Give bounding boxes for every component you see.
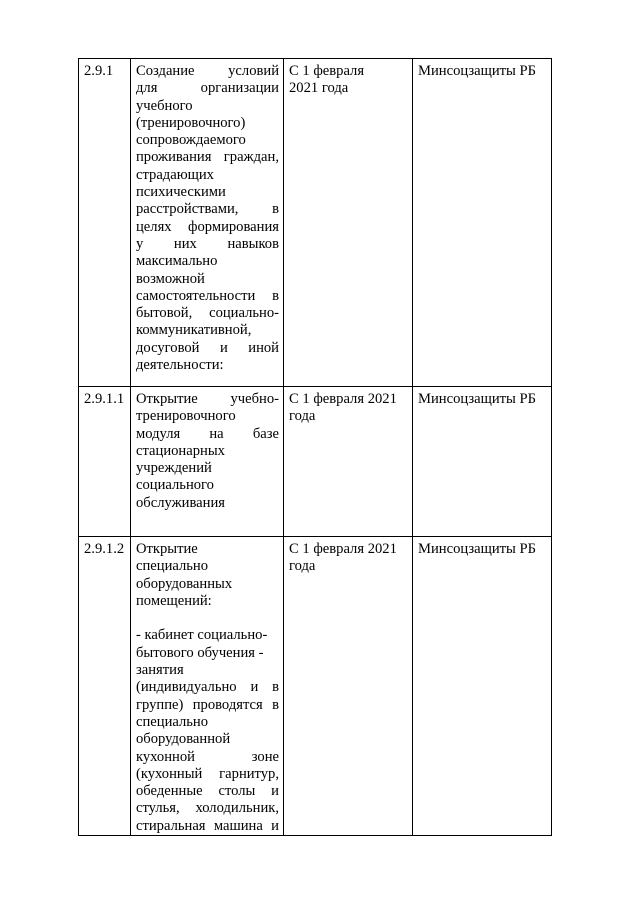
activity-cell <box>131 537 284 836</box>
activity-line: обслуживания <box>136 494 225 511</box>
date-line: 2021 года <box>289 80 349 97</box>
date-line: года <box>289 408 316 425</box>
activity-line: у них навыков <box>136 235 279 252</box>
activity-line: - кабинет социально- <box>136 627 268 644</box>
activity-line: самостоятельности в <box>136 287 279 304</box>
activity-line: Открытие <box>136 541 198 557</box>
activity-line: оборудованной <box>136 731 231 748</box>
activity-cell <box>131 387 284 537</box>
date-line: С 1 февраля 2021 <box>289 391 397 407</box>
activity-line: психическими <box>136 184 226 201</box>
blank-line <box>136 610 279 627</box>
activity-line: группе) проводятся в <box>136 696 279 713</box>
executor-cell <box>413 387 552 537</box>
date-line: С 1 февраля <box>289 63 365 79</box>
activity-line: для организации <box>136 80 279 97</box>
plan-table <box>78 58 552 836</box>
activity-line: деятельности: <box>136 357 224 374</box>
activity-line: учебного <box>136 97 193 114</box>
activity-line: социального <box>136 477 214 494</box>
activity-line: страдающих <box>136 166 214 183</box>
table-row <box>79 387 552 537</box>
activity-line: помещений: <box>136 592 212 609</box>
activity-line: возможной <box>136 270 205 287</box>
activity-line: тренировочного <box>136 408 236 425</box>
item-number-cell <box>79 537 131 836</box>
executor-cell <box>413 59 552 387</box>
activity-line: специально <box>136 713 209 730</box>
activity-line: бытового обучения - <box>136 644 264 661</box>
executor: Минсоцзащиты РБ <box>418 541 536 557</box>
activity-line: стационарных <box>136 442 225 459</box>
date-line: С 1 февраля 2021 <box>289 541 397 557</box>
activity-line: сопровождаемого <box>136 132 246 149</box>
item-number: 2.9.1 <box>84 63 114 79</box>
activity-line: обеденные столы и <box>136 783 279 800</box>
activity-line: оборудованных <box>136 575 233 592</box>
item-number-cell <box>79 59 131 387</box>
activity-line: стулья, холодильник, <box>136 800 279 817</box>
item-number-cell <box>79 387 131 537</box>
table-row <box>79 59 552 387</box>
activity-line: коммуникативной, <box>136 322 252 339</box>
activity-line: целях формирования <box>136 218 279 235</box>
activity-line: Создание условий <box>136 63 279 79</box>
executor: Минсоцзащиты РБ <box>418 63 536 79</box>
activity-line: (тренировочного) <box>136 114 246 131</box>
executor-cell <box>413 537 552 836</box>
activity-line: проживания граждан, <box>136 149 279 166</box>
date-cell <box>284 59 413 387</box>
activity-line: модуля на базе <box>136 425 279 442</box>
date-cell <box>284 537 413 836</box>
activity-line: учреждений <box>136 460 212 477</box>
table-row <box>79 537 552 836</box>
executor: Минсоцзащиты РБ <box>418 391 536 407</box>
activity-line: специально <box>136 558 209 575</box>
item-number: 2.9.1.1 <box>84 391 125 407</box>
activity-line: расстройствами, в <box>136 201 279 218</box>
activity-line: занятия <box>136 662 184 679</box>
activity-line: Открытие учебно- <box>136 391 279 407</box>
activity-line: максимально <box>136 253 218 270</box>
activity-line: (кухонный гарнитур, <box>136 765 279 782</box>
activity-line: бытовой, социально- <box>136 305 279 322</box>
activity-line: досуговой и иной <box>136 339 279 356</box>
item-number: 2.9.1.2 <box>84 541 125 557</box>
activity-line: стиральная машина и <box>136 817 279 834</box>
activity-cell <box>131 59 284 387</box>
activity-line: кухонной зоне <box>136 748 279 765</box>
activity-line: (индивидуально и в <box>136 679 279 696</box>
date-cell <box>284 387 413 537</box>
date-line: года <box>289 558 316 575</box>
